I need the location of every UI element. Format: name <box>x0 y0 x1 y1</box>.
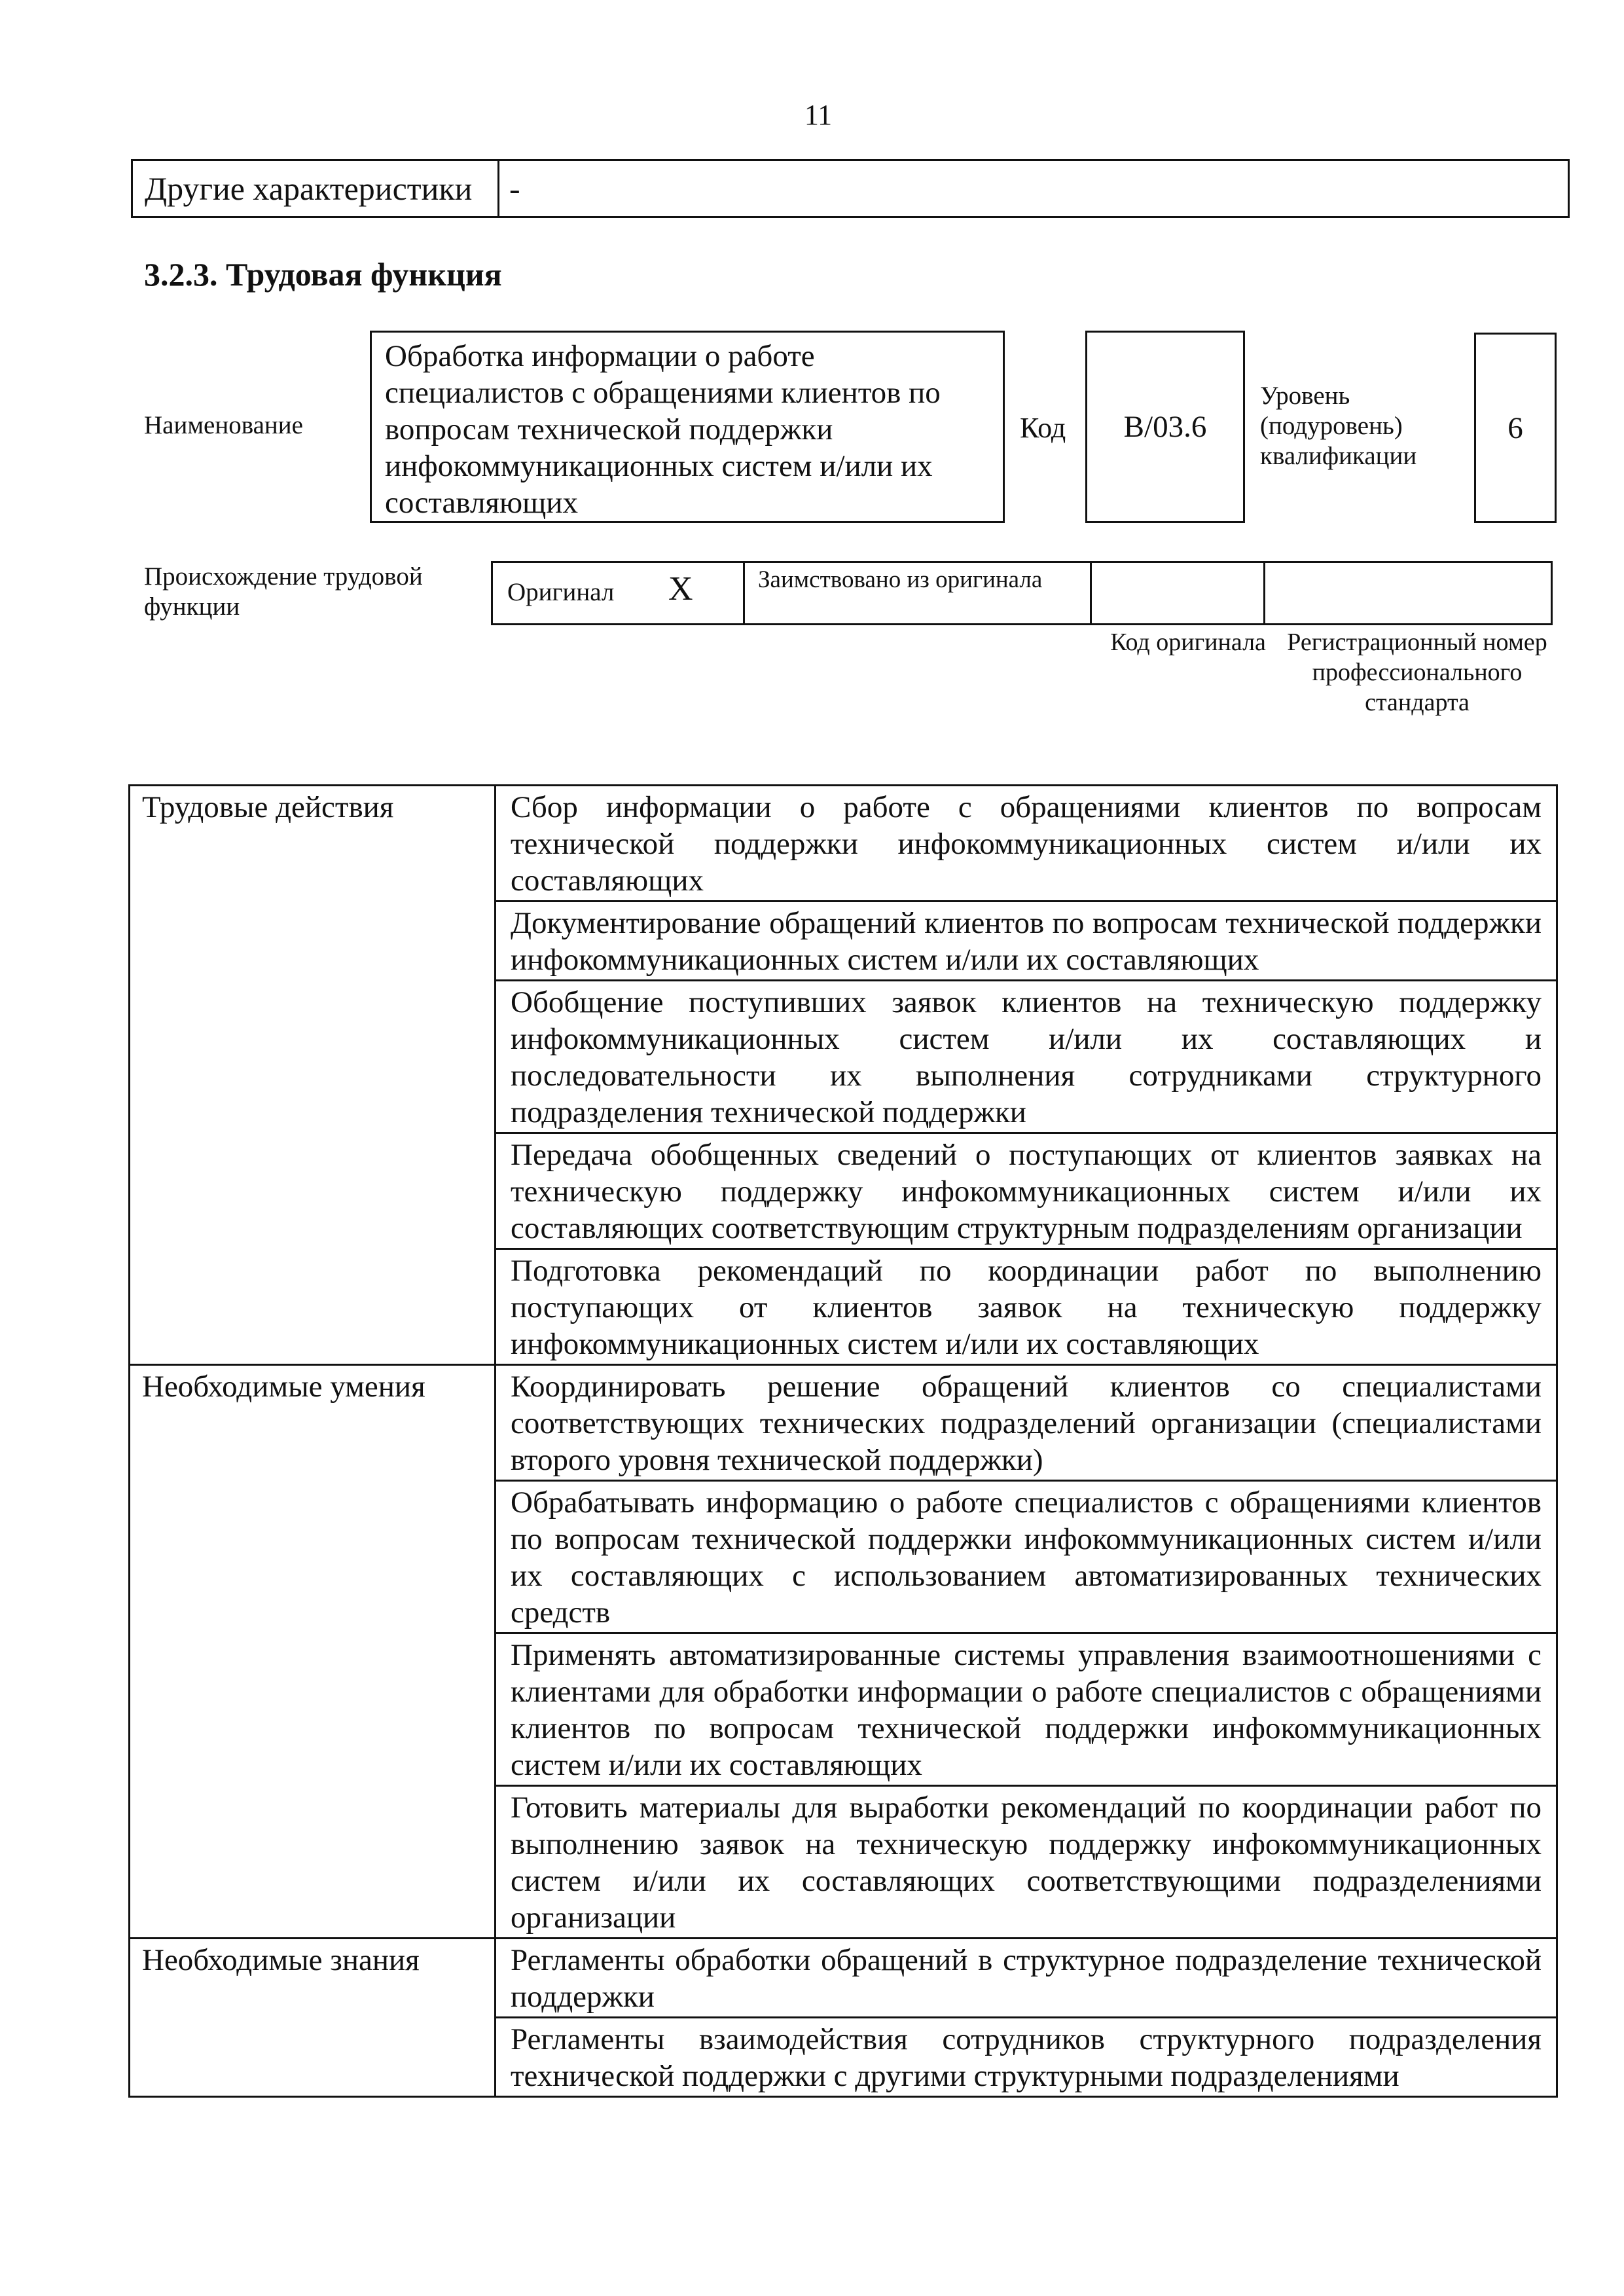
table-cell: Готовить материалы для выработки рекомендаций по координации работ по выполнению заявок на техническую поддержку инфокоммуникационных систем и/или их составляющих соответствующими подразделениями организации <box>496 1786 1557 1939</box>
code-original-caption: Код оригинала <box>1110 629 1266 656</box>
origin-label: Происхождение трудовой функции <box>144 562 423 621</box>
origin-original-label: Оригинал <box>507 578 615 606</box>
origin-reg-number-cell <box>1265 563 1551 623</box>
table-cell: Обрабатывать информацию о работе специалистов с обращениями клиентов по вопросам технической поддержки инфокоммуникационных систем и/или их составляющих с использованием автоматизированных технических средств <box>496 1481 1557 1633</box>
section-title-skills: Необходимые умения <box>130 1365 496 1939</box>
qualification-level-box: 6 <box>1474 333 1557 523</box>
section-title-knowledge: Необходимые знания <box>130 1939 496 2097</box>
name-label: Наименование <box>144 411 303 439</box>
code-label: Код <box>1020 412 1066 444</box>
labor-function-table <box>128 784 1558 2098</box>
page-number: 11 <box>804 99 833 131</box>
reg-number-caption: Регистрационный номер профессионального стандарта <box>1287 629 1547 716</box>
other-characteristics-value: - <box>509 170 520 207</box>
table-cell: Документирование обращений клиентов по вопросам технической поддержки инфокоммуникационных систем и/или их составляющих <box>496 902 1557 981</box>
other-characteristics-label: Другие характеристики <box>133 161 499 216</box>
section-heading: 3.2.3. Трудовая функция <box>144 256 502 293</box>
other-characteristics-table <box>131 159 1570 218</box>
table-cell: Сбор информации о работе с обращениями клиентов по вопросам технической поддержки инфокоммуникационных систем и/или их составляющих <box>496 786 1557 902</box>
table-row <box>130 1365 1557 1481</box>
origin-original-cell <box>493 563 745 623</box>
table-cell: Регламенты обработки обращений в структурное подразделение технической поддержки <box>496 1939 1557 2018</box>
table-cell: Применять автоматизированные системы управления взаимоотношениями с клиентами для обработки информации о работе специалистов с обращениями клиентов по вопросам технической поддержки инфокоммуникационных систем и/или их составляющих <box>496 1633 1557 1786</box>
origin-code-cell <box>1092 563 1265 623</box>
function-name-box: Обработка информации о работе специалистов с обращениями клиентов по вопросам технической поддержки инфокоммуникационных систем и/или их составляющих <box>370 331 1005 523</box>
table-cell: Передача обобщенных сведений о поступающих от клиентов заявках на техническую поддержку инфокоммуникационных систем и/или их составляющих соответствующим структурным подразделениям организации <box>496 1133 1557 1249</box>
origin-table <box>491 561 1553 625</box>
table-cell: Подготовка рекомендаций по координации работ по выполнению поступающих от клиентов заявок на техническую поддержку инфокоммуникационных систем и/или их составляющих <box>496 1249 1557 1365</box>
level-label: Уровень (подуровень) квалификации <box>1260 382 1417 470</box>
table-cell: Регламенты взаимодействия сотрудников структурного подразделения технической поддержки с другими структурными подразделениями <box>496 2018 1557 2097</box>
table-row <box>130 1939 1557 2018</box>
table-row <box>130 786 1557 902</box>
section-title-actions: Трудовые действия <box>130 786 496 1365</box>
function-code-box: В/03.6 <box>1085 331 1245 523</box>
table-cell: Обобщение поступивших заявок клиентов на техническую поддержку инфокоммуникационных систем и/или их составляющих и последовательности их выполнения сотрудниками структурного подразделения технической поддержки <box>496 981 1557 1133</box>
origin-borrowed-label: Заимствовано из оригинала <box>745 563 1092 623</box>
table-cell: Координировать решение обращений клиентов со специалистами соответствующих технических подразделений организации (специалистами второго уровня технической поддержки) <box>496 1365 1557 1481</box>
origin-original-mark: X <box>668 570 693 608</box>
